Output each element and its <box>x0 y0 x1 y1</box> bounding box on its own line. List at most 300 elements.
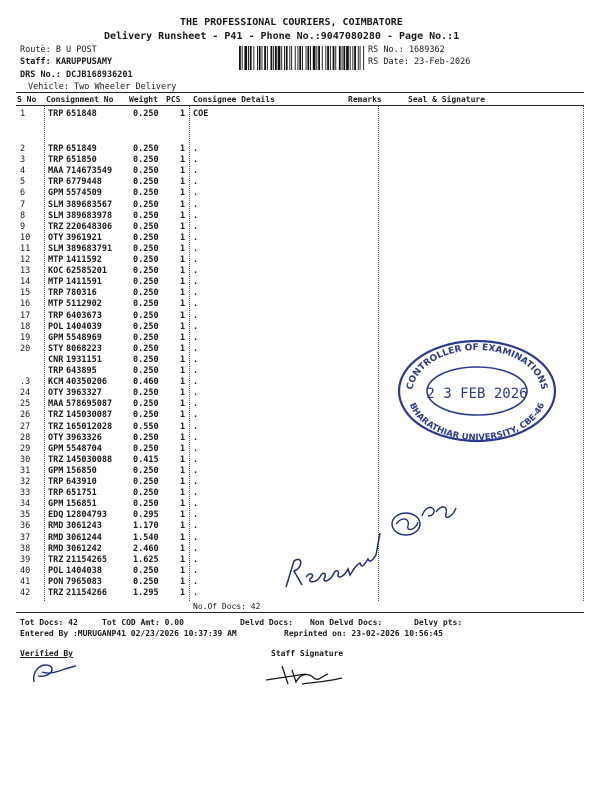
row-weight: 0.250 <box>133 288 159 299</box>
barcode-bar <box>358 46 359 70</box>
col-consignee: Consignee Details <box>193 95 275 104</box>
row-pcs: 1 <box>180 588 186 598</box>
row-consignee: . <box>193 477 199 487</box>
row-weight: 0.460 <box>133 377 159 388</box>
row-prefix: SLM <box>48 199 64 210</box>
row-prefix: RMD <box>48 521 64 532</box>
row-pcs: 1 <box>180 377 186 388</box>
row-weight: 0.250 <box>133 255 159 265</box>
row-consignment-no: 1411591 <box>66 277 102 288</box>
row-consignment-no: 5548704 <box>66 443 102 454</box>
row-pcs: 1 <box>180 488 186 499</box>
row-weight: 0.250 <box>133 332 159 343</box>
row-pcs: 1 <box>180 399 186 410</box>
row-pcs: 1 <box>180 266 186 277</box>
row-weight: 0.250 <box>133 188 159 199</box>
barcode-bar <box>278 46 281 70</box>
row-pcs: 1 <box>180 443 186 454</box>
row-sno: 34 <box>20 499 31 510</box>
row-consignment-no: 3963326 <box>66 432 102 443</box>
barcode-bar <box>295 46 296 70</box>
row-consignment-no: 651848 <box>66 109 97 119</box>
row-pcs: 1 <box>180 210 186 221</box>
row-consignment-no: 643910 <box>66 477 97 487</box>
row-consignment-no: 3061243 <box>66 521 102 532</box>
row-pcs: 1 <box>180 321 186 332</box>
row-consignee: . <box>193 588 199 598</box>
row-consignment-no: 3061242 <box>66 543 102 554</box>
barcode-bar <box>242 46 243 70</box>
barcode-bar <box>363 46 364 70</box>
row-consignment-no: 220648306 <box>66 221 113 232</box>
row-sno: 37 <box>20 532 31 543</box>
row-prefix: CNR <box>48 354 64 365</box>
row-consignee: . <box>193 255 199 265</box>
row-consignment-no: 1404039 <box>66 321 102 332</box>
barcode-bar <box>259 46 261 70</box>
row-prefix: TRP <box>48 177 64 188</box>
row-pcs: 1 <box>180 155 186 166</box>
row-sno: 39 <box>20 554 31 565</box>
row-consignee: . <box>193 543 199 554</box>
row-weight: 0.250 <box>133 299 159 310</box>
stamp-top-text: CONTROLLER OF EXAMINATIONS <box>405 342 549 391</box>
row-prefix: MAA <box>48 399 64 410</box>
tot-cod-amt: Tot COD Amt: 0.00 <box>102 618 184 627</box>
row-consignment-no: 8068223 <box>66 343 102 354</box>
row-pcs: 1 <box>180 299 186 310</box>
row-pcs: 1 <box>180 410 186 421</box>
row-consignment-no: 5112902 <box>66 299 102 310</box>
row-sno: 9 <box>20 221 26 232</box>
row-consignee: . <box>193 465 199 476</box>
row-sno: 26 <box>20 410 31 421</box>
tot-docs: Tot Docs: 42 <box>20 618 78 627</box>
barcode-bar <box>244 46 247 70</box>
examination-stamp <box>394 338 560 444</box>
row-pcs: 1 <box>180 232 186 243</box>
row-consignment-no: 3963327 <box>66 388 102 399</box>
row-prefix: OTY <box>48 432 64 443</box>
row-pcs: 1 <box>180 144 186 154</box>
row-sno: 12 <box>20 255 31 265</box>
row-weight: 0.250 <box>133 155 159 166</box>
row-pcs: 1 <box>180 288 186 299</box>
row-pcs: 1 <box>180 521 186 532</box>
row-prefix: TRP <box>48 488 64 499</box>
row-prefix: TRP <box>48 109 64 119</box>
row-consignee: . <box>193 199 199 210</box>
row-consignee: . <box>193 488 199 499</box>
row-prefix: TRZ <box>48 588 64 598</box>
row-prefix: POL <box>48 565 64 576</box>
row-consignee: . <box>193 343 199 354</box>
row-weight: 1.170 <box>133 521 159 532</box>
row-sno: 18 <box>20 321 31 332</box>
row-pcs: 1 <box>180 354 186 365</box>
row-prefix: MTP <box>48 277 64 288</box>
row-consignment-no: 1931151 <box>66 354 102 365</box>
row-consignee: . <box>193 310 199 321</box>
barcode-bar <box>316 46 317 70</box>
row-prefix: TRZ <box>48 421 64 432</box>
col-sno: S No <box>17 95 37 104</box>
row-weight: 1.540 <box>133 532 159 543</box>
row-weight: 0.250 <box>133 399 159 410</box>
row-pcs: 1 <box>180 221 186 232</box>
row-prefix: KOC <box>48 266 64 277</box>
row-consignment-no: 3061244 <box>66 532 102 543</box>
barcode-bar <box>273 46 274 70</box>
row-weight: 0.250 <box>133 210 159 221</box>
barcode-bar <box>286 46 288 70</box>
row-sno: 25 <box>20 399 31 410</box>
barcode-bar <box>289 46 290 70</box>
header-rule-bottom <box>16 105 584 106</box>
reprinted-on: Reprinted on: 23-02-2026 10:56:45 <box>284 629 443 638</box>
row-pcs: 1 <box>180 166 186 177</box>
company-name: THE PROFESSIONAL COURIERS, COIMBATORE <box>180 17 403 28</box>
row-consignment-no: 5548969 <box>66 332 102 343</box>
row-sno: 17 <box>20 310 31 321</box>
row-weight: 0.250 <box>133 232 159 243</box>
row-weight: 0.250 <box>133 199 159 210</box>
barcode-bar <box>327 46 329 70</box>
row-prefix: PON <box>48 576 64 587</box>
barcode-bar <box>302 46 303 70</box>
barcode-bar <box>281 46 282 70</box>
row-consignment-no: 1411592 <box>66 255 102 265</box>
row-consignment-no: 389683978 <box>66 210 113 221</box>
barcode-bar <box>346 46 349 70</box>
barcode-bar <box>299 46 301 70</box>
row-consignee: . <box>193 576 199 587</box>
row-consignment-no: 145030088 <box>66 454 113 465</box>
barcode-bar <box>248 46 249 70</box>
barcode-bar <box>318 46 320 70</box>
barcode-bar <box>325 46 326 70</box>
row-prefix: GPM <box>48 499 64 510</box>
vehicle-label: Vehicle: Two Wheeler Delivery <box>28 82 177 92</box>
row-weight: 0.250 <box>133 109 159 119</box>
row-weight: 0.415 <box>133 454 159 465</box>
row-consignee: . <box>193 188 199 199</box>
row-prefix: GPM <box>48 332 64 343</box>
svg-text:BHARATHIAR UNIVERSITY, CBE-46 <box>407 401 547 443</box>
row-pcs: 1 <box>180 199 186 210</box>
row-sno: 24 <box>20 388 31 399</box>
row-consignee: . <box>193 177 199 188</box>
received-handwriting-icon <box>280 525 390 595</box>
row-weight: 0.250 <box>133 488 159 499</box>
row-prefix: GPM <box>48 443 64 454</box>
row-consignment-no: 40350206 <box>66 377 107 388</box>
row-consignment-no: 714673549 <box>66 166 113 177</box>
row-sno: 8 <box>20 210 26 221</box>
verified-by-label: Verified By <box>20 649 73 658</box>
barcode-bar <box>352 46 353 70</box>
route-label: Routè: B U POST <box>20 45 97 55</box>
row-consignment-no: 5574509 <box>66 188 102 199</box>
row-pcs: 1 <box>180 432 186 443</box>
barcode-bar <box>335 46 336 70</box>
row-consignee: . <box>193 166 199 177</box>
row-consignee: . <box>193 266 199 277</box>
row-pcs: 1 <box>180 465 186 476</box>
row-consignment-no: 578695087 <box>66 399 113 410</box>
row-consignee: . <box>193 399 199 410</box>
row-pcs: 1 <box>180 343 186 354</box>
row-sno: 11 <box>20 243 31 254</box>
row-consignee: . <box>193 288 199 299</box>
row-sno: 30 <box>20 454 31 465</box>
row-sno: 1 <box>20 109 26 119</box>
row-sno: 4 <box>20 166 26 177</box>
row-weight: 1.625 <box>133 554 159 565</box>
rs-date: RS Date: 23-Feb-2026 <box>368 57 471 67</box>
row-sno: 16 <box>20 299 31 310</box>
row-weight: 0.250 <box>133 343 159 354</box>
row-weight: 0.250 <box>133 388 159 399</box>
runsheet-title: Delivery Runsheet - P41 - Phone No.:9047080280 - Page No.:1 <box>104 31 460 42</box>
col-consignment: Consignment No <box>46 95 114 104</box>
row-prefix: SLM <box>48 210 64 221</box>
row-sno: 32 <box>20 477 31 487</box>
row-consignment-no: 389683567 <box>66 199 113 210</box>
row-sno: .3 <box>20 377 31 388</box>
row-consignee: . <box>193 410 199 421</box>
row-prefix: OTY <box>48 232 64 243</box>
staff-signature-label: Staff Signature <box>271 649 344 658</box>
row-sno: 2 <box>20 144 26 154</box>
row-consignee: . <box>193 210 199 221</box>
row-consignment-no: 7965083 <box>66 576 102 587</box>
row-weight: 0.250 <box>133 432 159 443</box>
initials-handwriting-icon <box>388 498 460 540</box>
rs-number: RS No.: 1689362 <box>368 45 445 55</box>
col-remarks: Remarks <box>348 95 382 104</box>
row-consignee: . <box>193 354 199 365</box>
row-prefix: TRZ <box>48 454 64 465</box>
row-pcs: 1 <box>180 477 186 487</box>
row-weight: 1.295 <box>133 588 159 598</box>
row-prefix: TRP <box>48 155 64 166</box>
row-sno: 41 <box>20 576 31 587</box>
row-prefix: MTP <box>48 255 64 265</box>
barcode-bar <box>267 46 268 70</box>
row-prefix: KCM <box>48 377 64 388</box>
row-prefix: MTP <box>48 299 64 310</box>
row-sno: 5 <box>20 177 26 188</box>
barcode-bar <box>333 46 335 70</box>
barcode-bar <box>298 46 299 70</box>
row-consignee: . <box>193 510 199 521</box>
row-pcs: 1 <box>180 109 186 119</box>
barcode-bar <box>253 46 254 70</box>
row-consignee: . <box>193 232 199 243</box>
row-pcs: 1 <box>180 277 186 288</box>
verified-signature-icon <box>24 656 94 686</box>
row-pcs: 1 <box>180 255 186 265</box>
row-consignee: COE <box>193 109 209 119</box>
row-weight: 0.250 <box>133 277 159 288</box>
barcode-bar <box>284 46 285 70</box>
row-prefix: TRZ <box>48 410 64 421</box>
row-prefix: MAA <box>48 166 64 177</box>
row-consignee: . <box>193 554 199 565</box>
row-consignee: . <box>193 521 199 532</box>
row-pcs: 1 <box>180 332 186 343</box>
row-prefix: OTY <box>48 388 64 399</box>
row-consignment-no: 1404038 <box>66 565 102 576</box>
row-pcs: 1 <box>180 310 186 321</box>
barcode-bar <box>342 46 343 70</box>
row-weight: 0.250 <box>133 354 159 365</box>
row-consignee: . <box>193 388 199 399</box>
row-consignment-no: 651751 <box>66 488 97 499</box>
delvd-docs: Delvd Docs: <box>240 618 293 627</box>
row-prefix: STY <box>48 343 64 354</box>
row-weight: 2.460 <box>133 543 159 554</box>
row-sno: 31 <box>20 465 31 476</box>
row-prefix: TRP <box>48 144 64 154</box>
header-rule-top <box>16 92 584 93</box>
row-consignment-no: 651849 <box>66 144 97 154</box>
col-seal: Seal & Signature <box>408 95 486 104</box>
row-prefix: TRP <box>48 366 64 376</box>
row-sno: 28 <box>20 432 31 443</box>
row-weight: 0.250 <box>133 499 159 510</box>
stamp-bottom-text: BHARATHIAR UNIVERSITY, CBE-46 <box>406 401 548 444</box>
row-consignee: . <box>193 377 199 388</box>
row-sno: 19 <box>20 332 31 343</box>
row-sno: 40 <box>20 565 31 576</box>
delvy-pts: Delvy pts: <box>414 618 463 627</box>
row-weight: 0.250 <box>133 410 159 421</box>
row-prefix: TRP <box>48 477 64 487</box>
row-weight: 0.250 <box>133 166 159 177</box>
row-prefix: TRZ <box>48 554 64 565</box>
row-sno: 35 <box>20 510 31 521</box>
row-pcs: 1 <box>180 388 186 399</box>
row-consignee: . <box>193 144 199 154</box>
row-sno: 15 <box>20 288 31 299</box>
barcode-bar <box>307 46 309 70</box>
row-weight: 0.250 <box>133 266 159 277</box>
row-pcs: 1 <box>180 421 186 432</box>
row-sno: 36 <box>20 521 31 532</box>
row-consignee: . <box>193 155 199 166</box>
row-sno: 27 <box>20 421 31 432</box>
row-weight: 0.250 <box>133 477 159 487</box>
row-pcs: 1 <box>180 554 186 565</box>
barcode-bar <box>271 46 273 70</box>
col-pcs: PCS <box>166 95 181 104</box>
row-pcs: 1 <box>180 576 186 587</box>
row-consignee: . <box>193 443 199 454</box>
row-sno: 20 <box>20 343 31 354</box>
row-sno: 33 <box>20 488 31 499</box>
row-pcs: 1 <box>180 243 186 254</box>
footer-rule <box>16 612 584 613</box>
row-consignment-no: 389683791 <box>66 243 113 254</box>
row-sno: 6 <box>20 188 26 199</box>
row-consignment-no: 3961921 <box>66 232 102 243</box>
barcode-bar <box>250 46 252 70</box>
row-prefix: RMD <box>48 543 64 554</box>
row-prefix: TRP <box>48 310 64 321</box>
row-pcs: 1 <box>180 177 186 188</box>
row-sno: 3 <box>20 155 26 166</box>
row-consignee: . <box>193 277 199 288</box>
row-sno: 7 <box>20 199 26 210</box>
row-consignment-no: 12804793 <box>66 510 107 521</box>
row-consignee: . <box>193 532 199 543</box>
row-weight: 0.250 <box>133 465 159 476</box>
row-prefix: GPM <box>48 465 64 476</box>
row-consignee: . <box>193 243 199 254</box>
row-consignment-no: 651850 <box>66 155 97 166</box>
barcode-bar <box>306 46 307 70</box>
row-pcs: 1 <box>180 532 186 543</box>
row-prefix: SLM <box>48 243 64 254</box>
row-pcs: 1 <box>180 510 186 521</box>
row-weight: 0.250 <box>133 565 159 576</box>
row-weight: 0.250 <box>133 243 159 254</box>
row-pcs: 1 <box>180 188 186 199</box>
barcode-bar <box>257 46 258 70</box>
row-weight: 0.250 <box>133 221 159 232</box>
drs-number: DRS No.: DCJB168936201 <box>20 70 133 80</box>
barcode-bar <box>330 46 331 70</box>
row-consignment-no: 6779448 <box>66 177 102 188</box>
row-consignee: . <box>193 454 199 465</box>
row-sno: 38 <box>20 543 31 554</box>
row-prefix: EDQ <box>48 510 64 521</box>
row-weight: 0.250 <box>133 144 159 154</box>
row-weight: 0.250 <box>133 366 159 376</box>
non-delvd-docs: Non Delvd Docs: <box>310 618 383 627</box>
row-weight: 0.250 <box>133 443 159 454</box>
barcode-bar <box>291 46 292 70</box>
barcode-bar <box>264 46 266 70</box>
row-weight: 0.550 <box>133 421 159 432</box>
row-sno: 13 <box>20 266 31 277</box>
row-sno: 14 <box>20 277 31 288</box>
row-weight: 0.295 <box>133 510 159 521</box>
row-pcs: 1 <box>180 454 186 465</box>
row-consignee: . <box>193 499 199 510</box>
row-consignee: . <box>193 432 199 443</box>
row-prefix: GPM <box>48 188 64 199</box>
row-consignee: . <box>193 565 199 576</box>
row-sno: 29 <box>20 443 31 454</box>
row-pcs: 1 <box>180 366 186 376</box>
barcode-bar <box>350 46 351 70</box>
row-consignment-no: 643895 <box>66 366 97 376</box>
entered-by: Entered By :MURUGANP41 02/23/2026 10:37:39 AM <box>20 629 237 638</box>
row-consignee: . <box>193 421 199 432</box>
row-prefix: POL <box>48 321 64 332</box>
barcode-bar <box>343 46 345 70</box>
barcode-bar <box>239 46 241 70</box>
row-consignment-no: 21154265 <box>66 554 107 565</box>
row-weight: 0.250 <box>133 310 159 321</box>
row-consignment-no: 145030087 <box>66 410 113 421</box>
row-consignment-no: 156851 <box>66 499 97 510</box>
row-prefix: RMD <box>48 532 64 543</box>
row-weight: 0.250 <box>133 576 159 587</box>
